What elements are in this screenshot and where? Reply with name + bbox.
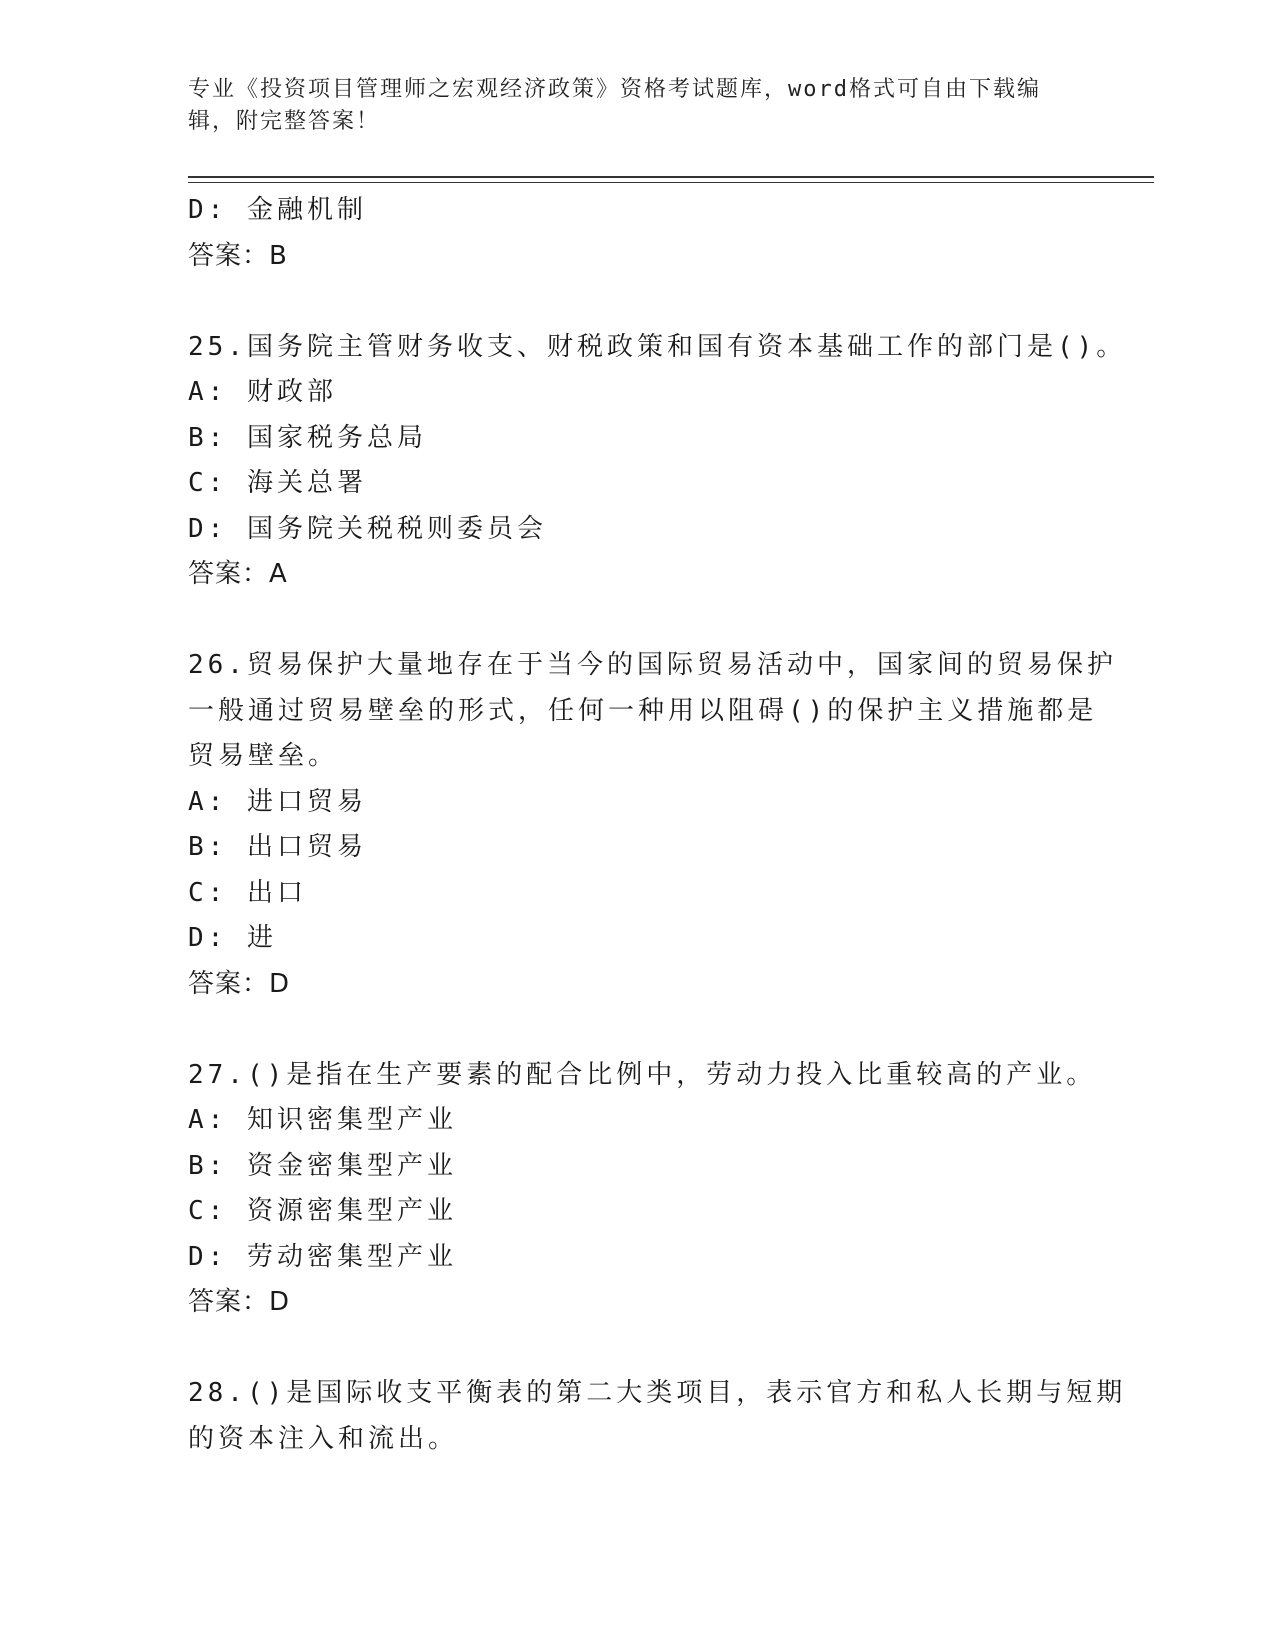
question-text-line-2: 一般通过贸易壁垒的形式，任何一种用以阻碍()的保护主义措施都是 — [188, 695, 1098, 726]
question-text: 25.国务院主管财务收支、财税政策和国有资本基础工作的部门是()。 — [188, 331, 1127, 362]
option-a: A: 进口贸易 — [188, 786, 367, 817]
option-d: D: 金融机制 — [188, 195, 367, 225]
option-d: D: 进 — [188, 923, 277, 953]
question-text-line-3: 贸易壁垒。 — [188, 741, 339, 771]
question-text-line-1: 28.()是国际收支平衡表的第二大类项目，表示官方和私人长期与短期 — [188, 1378, 1127, 1408]
question-text-line-1: 26.贸易保护大量地存在于当今的国际贸易活动中，国家间的贸易保护 — [188, 650, 1117, 680]
option-b: B: 出口贸易 — [188, 832, 367, 862]
option-b: B: 资金密集型产业 — [188, 1150, 457, 1181]
option-d: D: 劳动密集型产业 — [188, 1241, 457, 1272]
header-line-1: 专业《投资项目管理师之宏观经济政策》资格考试题库，word格式可自由下载编 — [188, 77, 1041, 102]
question-list — [188, 188, 1127, 1462]
spacer — [188, 279, 1088, 325]
header-divider-thick — [188, 176, 1154, 178]
option-d: D: 国务院关税税则委员会 — [188, 513, 547, 544]
option-a: A: 财政部 — [188, 377, 337, 407]
spacer — [188, 1326, 1088, 1372]
question-text: 27.()是指在生产要素的配合比例中，劳动力投入比重较高的产业。 — [188, 1059, 1097, 1090]
question-block-28 — [188, 1371, 1127, 1462]
question-block-27 — [188, 1053, 1097, 1326]
question-block-prev — [188, 188, 1088, 279]
question-text-line-2: 的资本注入和流出。 — [188, 1423, 459, 1454]
option-c: C: 资源密集型产业 — [188, 1196, 457, 1226]
spacer — [188, 1007, 1088, 1053]
page-header — [188, 74, 1068, 138]
option-b: B: 国家税务总局 — [188, 422, 427, 453]
option-c: C: 出口 — [188, 877, 307, 908]
answer-label: 答案：D — [188, 1287, 291, 1317]
answer-label: 答案：A — [188, 559, 288, 589]
header-divider-thin — [188, 182, 1154, 183]
answer-label: 答案：B — [188, 240, 288, 271]
answer-label: 答案：D — [188, 968, 291, 999]
spacer — [188, 598, 1088, 644]
question-block-26 — [188, 643, 1117, 1007]
option-c: C: 海关总署 — [188, 468, 367, 498]
option-a: A: 知识密集型产业 — [188, 1105, 457, 1135]
question-block-25 — [188, 325, 1127, 598]
header-line-2: 辑，附完整答案！ — [188, 109, 381, 134]
